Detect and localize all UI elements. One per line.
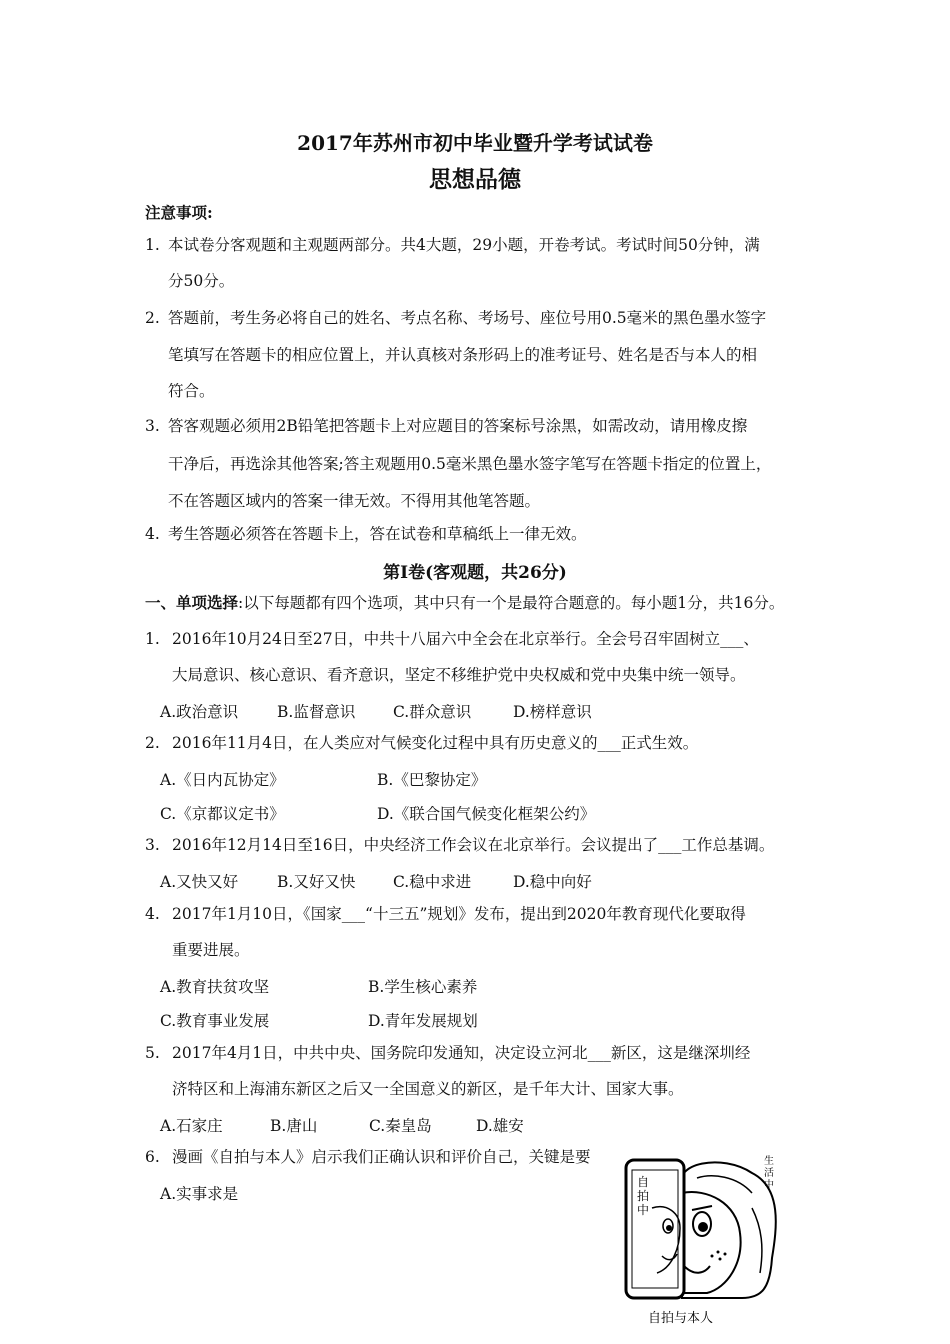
section-text: :以下每题都有四个选项，其中只有一个是最符合题意的。每小题1分，共16分。: [238, 594, 785, 612]
q1-option-c[interactable]: C.群众意识: [393, 703, 472, 721]
freckle: [719, 1258, 722, 1261]
q1-num: 1.: [145, 630, 160, 648]
q4-option-d[interactable]: D.青年发展规划: [368, 1012, 478, 1030]
q5-line-2: 济特区和上海浦东新区之后又一全国意义的新区，是千年大计、国家大事。: [172, 1080, 684, 1098]
note-2-num: 2.: [145, 309, 160, 327]
q4-option-c[interactable]: C.教育事业发展: [160, 1012, 270, 1030]
q4-num: 4.: [145, 905, 160, 923]
freckle: [717, 1251, 720, 1254]
q5-option-d[interactable]: D.雄安: [476, 1117, 524, 1135]
q3-num: 3.: [145, 836, 160, 854]
q2-option-d[interactable]: D.《联合国气候变化框架公约》: [377, 805, 596, 823]
q6-line-1: 漫画《自拍与本人》启示我们正确认识和评价自己，关键是要: [172, 1148, 591, 1166]
q1-option-d[interactable]: D.榜样意识: [513, 703, 592, 721]
selfie-cartoon-image: [612, 1148, 788, 1328]
q4-line-2: 重要进展。: [172, 941, 250, 959]
note-1-num: 1.: [145, 236, 160, 254]
q1-option-a[interactable]: A.政治意识: [160, 703, 239, 721]
life-label-2: 活: [764, 1168, 774, 1179]
q3-option-d[interactable]: D.稳中向好: [513, 873, 592, 891]
note-1-line-1: 本试卷分客观题和主观题两部分。共4大题，29小题，开卷考试。考试时间50分钟，满: [168, 236, 760, 254]
q1-line-1: 2016年10月24日至27日，中共十八届六中全会在北京举行。全会号召牢固树立___、: [172, 630, 759, 648]
notes-heading: 注意事项:: [145, 203, 213, 222]
phone-label-1: 自: [637, 1175, 650, 1189]
note-2-line-1: 答题前，考生务必将自己的姓名、考点名称、考场号、座位号用0.5毫米的黑色墨水签字: [168, 309, 767, 327]
q6-num: 6.: [145, 1148, 160, 1166]
phone-label-2: 拍: [637, 1189, 650, 1203]
q5-option-a[interactable]: A.石家庄: [160, 1117, 223, 1135]
note-3-num: 3.: [145, 417, 160, 435]
cartoon-caption: 自拍与本人: [648, 1311, 714, 1326]
note-2-line-3: 符合。: [168, 382, 215, 400]
life-label-3: 中: [764, 1180, 774, 1191]
exam-subject: 思想品德: [429, 166, 521, 193]
q6-option-a[interactable]: A.实事求是: [160, 1185, 239, 1203]
q5-option-b[interactable]: B.唐山: [270, 1117, 318, 1135]
q5-line-1: 2017年4月1日，中共中央、国务院印发通知，决定设立河北___新区，这是继深圳经: [172, 1044, 751, 1062]
note-3-line-2: 干净后，再选涂其他答案;答主观题用0.5毫米黑色墨水签字笔写在答题卡指定的位置上，: [168, 455, 772, 473]
q5-num: 5.: [145, 1044, 160, 1062]
note-3-line-3: 不在答题区域内的答案一律无效。不得用其他笔答题。: [168, 492, 541, 510]
note-2-line-2: 笔填写在答题卡的相应位置上，并认真核对条形码上的准考证号、姓名是否与本人的相: [168, 346, 758, 364]
freckle: [724, 1253, 727, 1256]
q2-option-c[interactable]: C.《京都议定书》: [160, 805, 285, 823]
phone-label-3: 中: [637, 1203, 650, 1217]
q2-option-a[interactable]: A.《日内瓦协定》: [160, 771, 285, 789]
q2-line-1: 2016年11月4日，在人类应对气候变化过程中具有历史意义的___正式生效。: [172, 734, 699, 752]
q4-option-a[interactable]: A.教育扶贫攻坚: [160, 978, 270, 996]
q1-line-2: 大局意识、核心意识、看齐意识，坚定不移维护党中央权威和党中央集中统一领导。: [172, 666, 746, 684]
selfie-pupil: [666, 1225, 672, 1231]
life-label-1: 生: [764, 1156, 774, 1167]
freckle: [711, 1255, 714, 1258]
note-4-line-1: 考生答题必须答在答题卡上，答在试卷和草稿纸上一律无效。: [168, 525, 587, 543]
q1-option-b[interactable]: B.监督意识: [277, 703, 356, 721]
exam-title: 2017年苏州市初中毕业暨升学考试试卷: [297, 131, 653, 155]
section-instructions: [145, 594, 784, 613]
note-1-line-2: 分50分。: [168, 272, 235, 290]
note-4-num: 4.: [145, 525, 160, 543]
q2-num: 2.: [145, 734, 160, 752]
q3-option-c[interactable]: C.稳中求进: [393, 873, 472, 891]
q4-line-1: 2017年1月10日，《国家___“十三五”规划》发布，提出到2020年教育现代化要取得: [172, 905, 746, 923]
q2-option-b[interactable]: B.《巴黎协定》: [377, 771, 487, 789]
q3-option-a[interactable]: A.又快又好: [160, 873, 239, 891]
q3-line-1: 2016年12月14日至16日，中央经济工作会议在北京举行。会议提出了___工作总基调。: [172, 836, 775, 854]
part1-heading: 第Ⅰ卷(客观题，共26分): [383, 563, 567, 583]
q5-option-c[interactable]: C.秦皇岛: [369, 1117, 432, 1135]
section-label: 一、单项选择: [145, 593, 239, 612]
pupil: [698, 1222, 708, 1232]
note-3-line-1: 答客观题必须用2B铅笔把答题卡上对应题目的答案标号涂黑，如需改动，请用橡皮擦: [168, 417, 748, 435]
q3-option-b[interactable]: B.又好又快: [277, 873, 356, 891]
q4-option-b[interactable]: B.学生核心素养: [368, 978, 478, 996]
